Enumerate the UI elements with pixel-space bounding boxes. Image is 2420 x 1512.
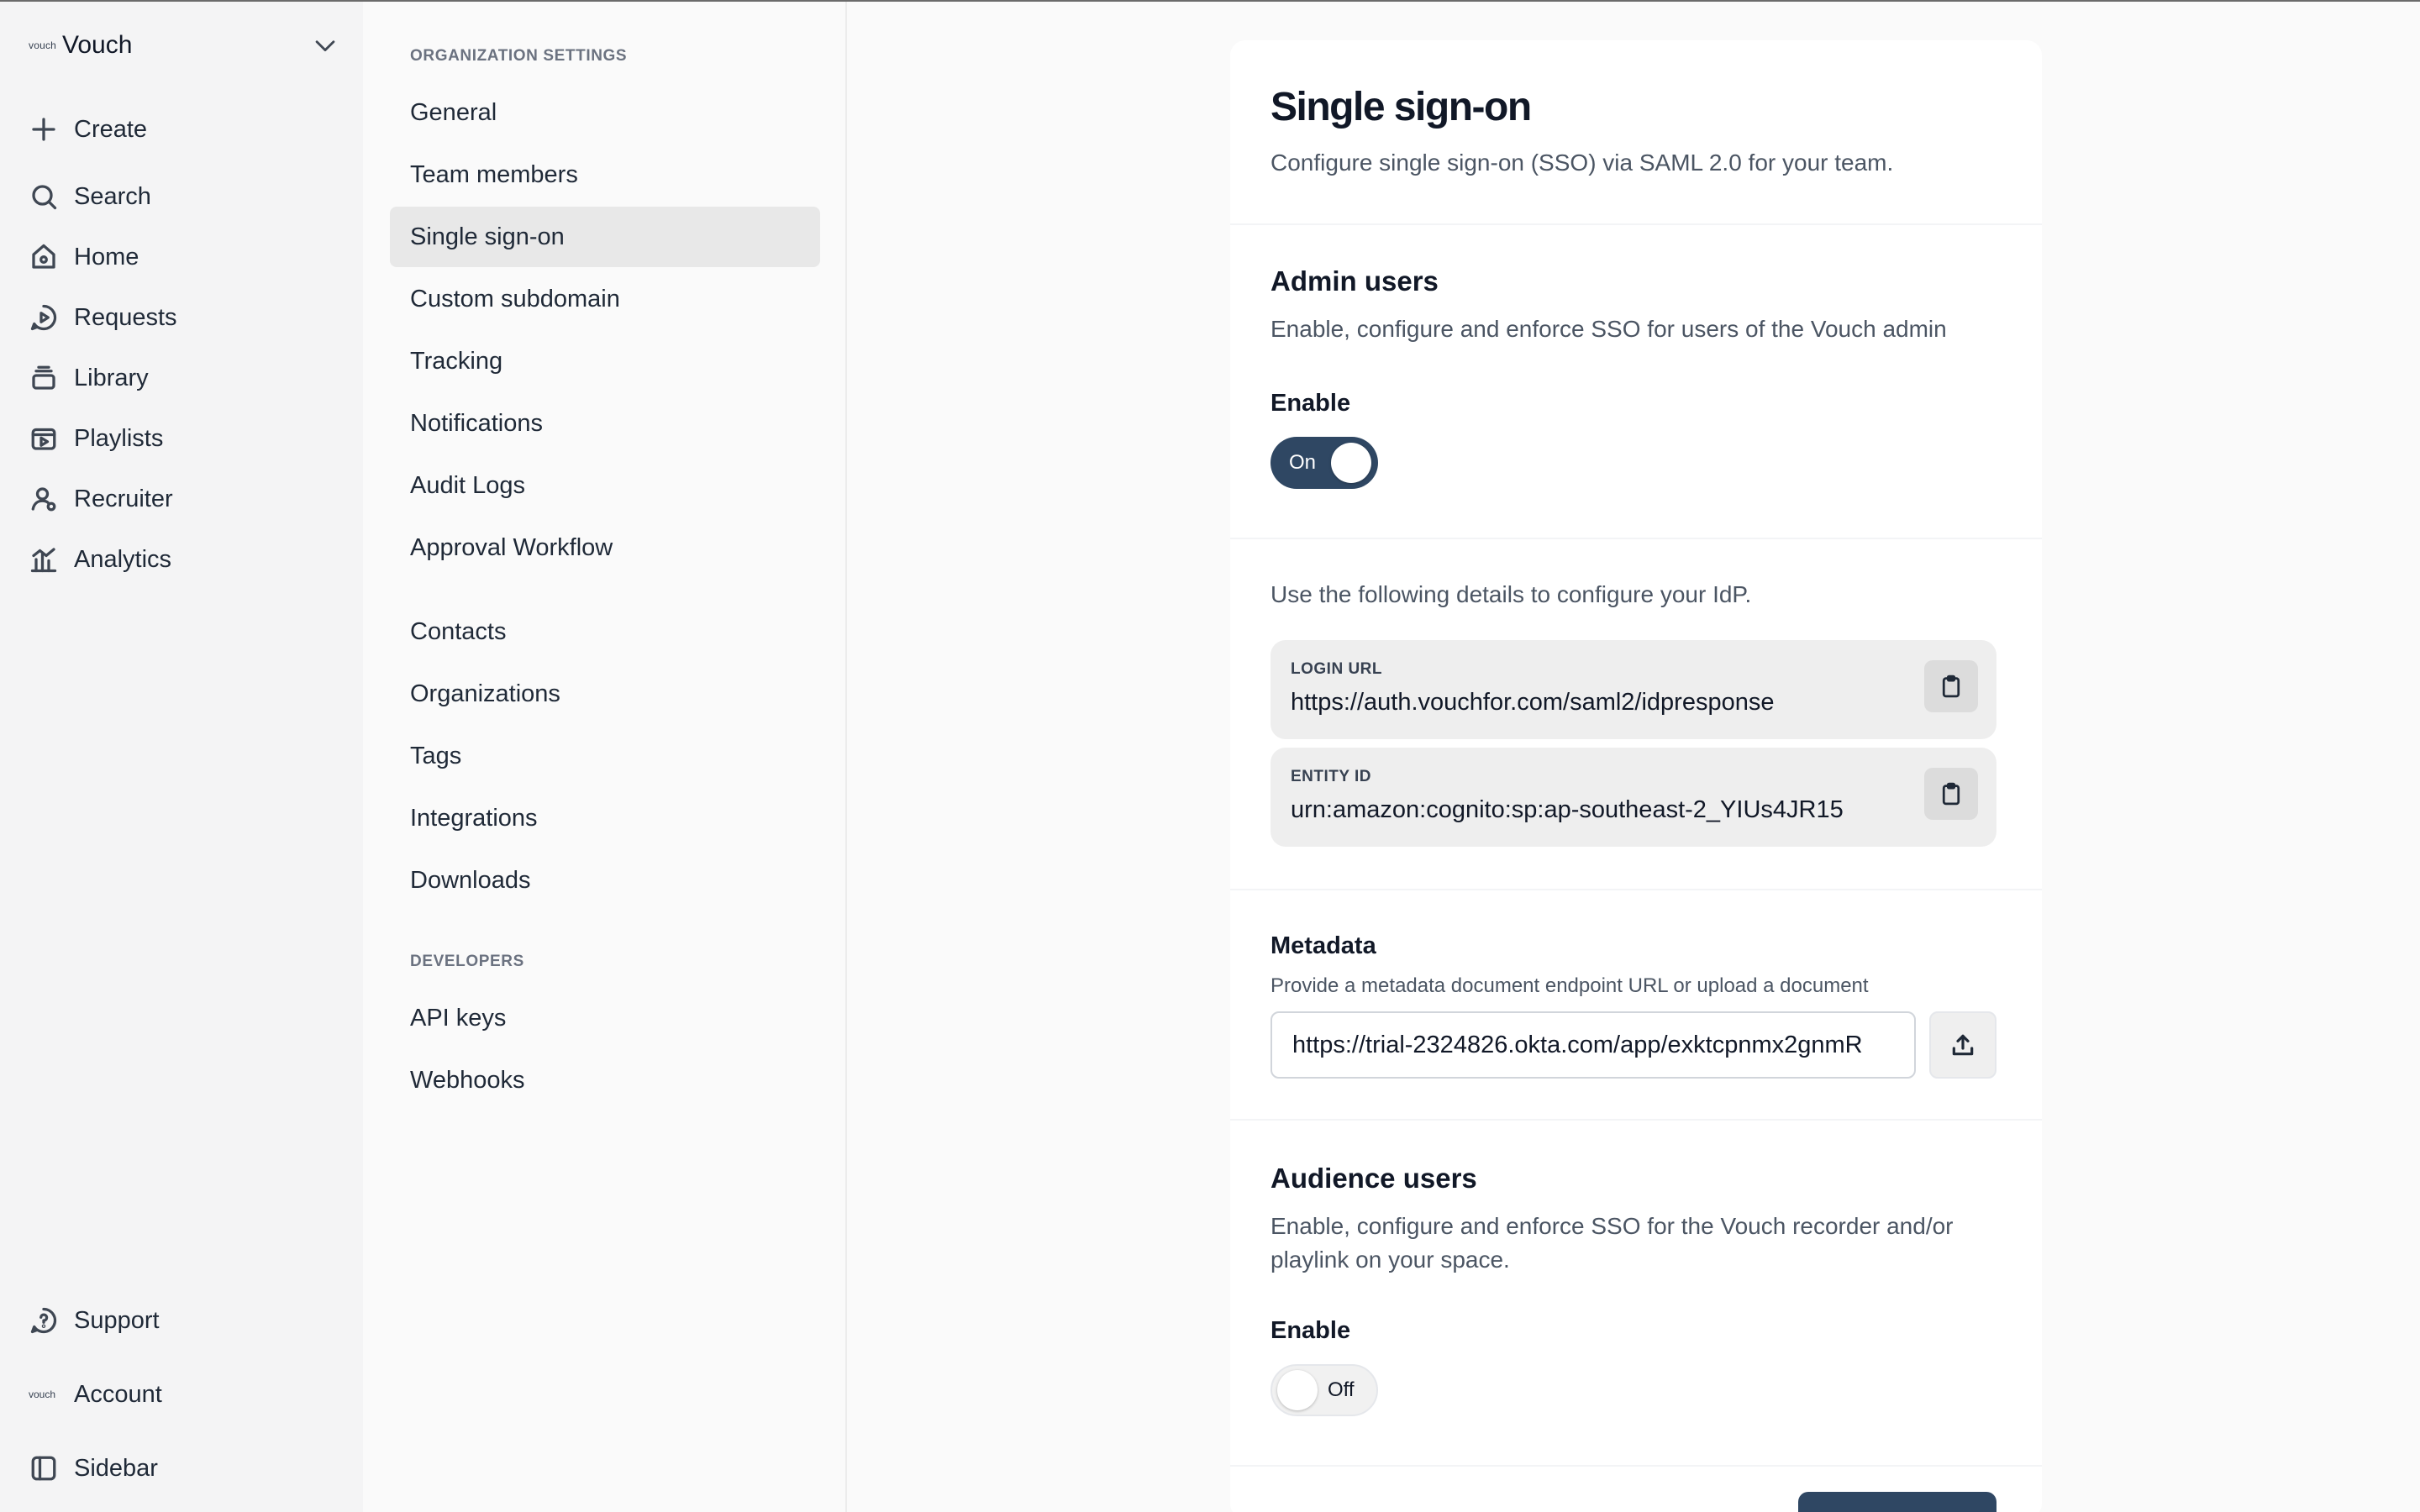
admin-users-description: Enable, configure and enforce SSO for users of the Vouch admin — [1270, 316, 1947, 342]
login-url-label: LOGIN URL — [1291, 660, 1382, 678]
copy-login-url-button[interactable] — [1924, 660, 1978, 712]
divider — [1230, 223, 2042, 225]
admin-sso-toggle[interactable] — [1270, 437, 1378, 489]
nav-home[interactable] — [29, 235, 339, 279]
developers-header: DEVELOPERS — [410, 953, 524, 970]
home-icon — [29, 242, 59, 272]
upload-icon — [1949, 1032, 1976, 1058]
menu-item-single-sign-on[interactable]: Single sign-on — [390, 207, 820, 267]
main-content — [847, 2, 2420, 1512]
nav-analytics[interactable] — [29, 538, 339, 581]
menu-item-webhooks[interactable]: Webhooks — [410, 1066, 525, 1094]
nav-label: Playlists — [74, 424, 164, 452]
nav-label: Support — [74, 1306, 160, 1334]
audience-users-heading: Audience users — [1270, 1163, 1477, 1194]
admin-users-heading: Admin users — [1270, 265, 1439, 297]
nav-label: Library — [74, 364, 149, 391]
nav-label: Requests — [74, 303, 177, 331]
menu-item-approval-workflow[interactable]: Approval Workflow — [410, 533, 613, 561]
divider — [1230, 889, 2042, 890]
audience-enable-label: Enable — [1270, 1317, 1351, 1344]
nav-label: Account — [74, 1380, 162, 1408]
metadata-url-input[interactable] — [1270, 1011, 1916, 1079]
nav-label: Create — [74, 115, 148, 143]
chevron-down-icon — [311, 31, 339, 60]
menu-item-tags[interactable]: Tags — [410, 742, 462, 769]
help-icon — [29, 1305, 59, 1336]
nav-playlists[interactable] — [29, 417, 339, 460]
divider — [1230, 1465, 2042, 1467]
account-logo: vouch — [29, 1389, 56, 1400]
page-subtitle: Configure single sign-on (SSO) via SAML 2.0 for your team. — [1270, 150, 1894, 176]
menu-item-audit-logs[interactable]: Audit Logs — [410, 471, 526, 499]
requests-icon — [29, 302, 59, 333]
menu-item-api-keys[interactable]: API keys — [410, 1004, 507, 1032]
recruiter-icon — [29, 484, 59, 514]
nav-label: Sidebar — [74, 1454, 158, 1482]
nav-label: Home — [74, 243, 139, 270]
upload-metadata-button[interactable] — [1929, 1011, 1996, 1079]
workspace-logo: vouch — [29, 39, 57, 51]
library-icon — [29, 363, 59, 393]
nav-support[interactable] — [29, 1299, 339, 1342]
nav-requests[interactable] — [29, 296, 339, 339]
nav-search[interactable] — [29, 175, 339, 218]
divider — [1230, 538, 2042, 539]
clipboard-icon — [1939, 781, 1964, 806]
audience-users-description: Enable, configure and enforce SSO for the Vouch recorder and/or playlink on your space. — [1270, 1213, 1954, 1273]
idp-intro: Use the following details to configure your IdP. — [1270, 581, 1752, 607]
entity-id-value: urn:amazon:cognito:sp:ap-southeast-2_YIUs4JR15 — [1291, 796, 1844, 823]
copy-entity-id-button[interactable] — [1924, 768, 1978, 820]
menu-item-contacts[interactable]: Contacts — [410, 617, 507, 645]
nav-library[interactable] — [29, 356, 339, 400]
analytics-icon — [29, 544, 59, 575]
menu-item-integrations[interactable]: Integrations — [410, 804, 538, 832]
workspace-name: Vouch — [62, 31, 133, 59]
metadata-label: Metadata — [1270, 932, 1376, 959]
menu-item-team-members[interactable]: Team members — [410, 160, 578, 188]
divider — [1230, 1119, 2042, 1121]
toggle-knob — [1331, 443, 1371, 483]
nav-sidebar-toggle[interactable] — [29, 1446, 339, 1490]
toggle-state-text: Off — [1328, 1378, 1355, 1401]
org-settings-header: ORGANIZATION SETTINGS — [410, 47, 628, 65]
nav-label: Search — [74, 182, 151, 210]
nav-label: Recruiter — [74, 485, 173, 512]
toggle-state-text: On — [1289, 451, 1317, 474]
nav-account[interactable] — [29, 1373, 339, 1416]
playlists-icon — [29, 423, 59, 454]
audience-sso-toggle[interactable] — [1270, 1364, 1378, 1416]
entity-id-label: ENTITY ID — [1291, 768, 1371, 785]
workspace-switcher[interactable] — [29, 27, 339, 64]
sidebar-icon — [29, 1453, 59, 1483]
toggle-knob — [1277, 1370, 1318, 1410]
app-sidebar — [0, 2, 363, 1512]
nav-create[interactable] — [29, 108, 339, 151]
admin-enable-label: Enable — [1270, 390, 1351, 417]
login-url-value: https://auth.vouchfor.com/saml2/idpresponse — [1291, 689, 1775, 716]
save-button[interactable] — [1798, 1492, 1996, 1512]
menu-item-organizations[interactable]: Organizations — [410, 680, 560, 707]
menu-item-general[interactable]: General — [410, 98, 497, 126]
plus-icon — [29, 114, 59, 144]
login-url-field — [1270, 640, 1996, 739]
sso-card — [1230, 40, 2042, 1512]
nav-recruiter[interactable] — [29, 477, 339, 521]
page-title: Single sign-on — [1270, 85, 1531, 129]
settings-menu — [363, 2, 847, 1512]
menu-item-custom-subdomain[interactable]: Custom subdomain — [410, 285, 620, 312]
search-icon — [29, 181, 59, 212]
clipboard-icon — [1939, 674, 1964, 699]
menu-item-notifications[interactable]: Notifications — [410, 409, 543, 437]
nav-label: Analytics — [74, 545, 172, 573]
menu-item-tracking[interactable]: Tracking — [410, 347, 503, 375]
entity-id-field — [1270, 748, 1996, 847]
metadata-description: Provide a metadata document endpoint URL or upload a document — [1270, 974, 1869, 997]
menu-item-downloads[interactable]: Downloads — [410, 866, 531, 894]
